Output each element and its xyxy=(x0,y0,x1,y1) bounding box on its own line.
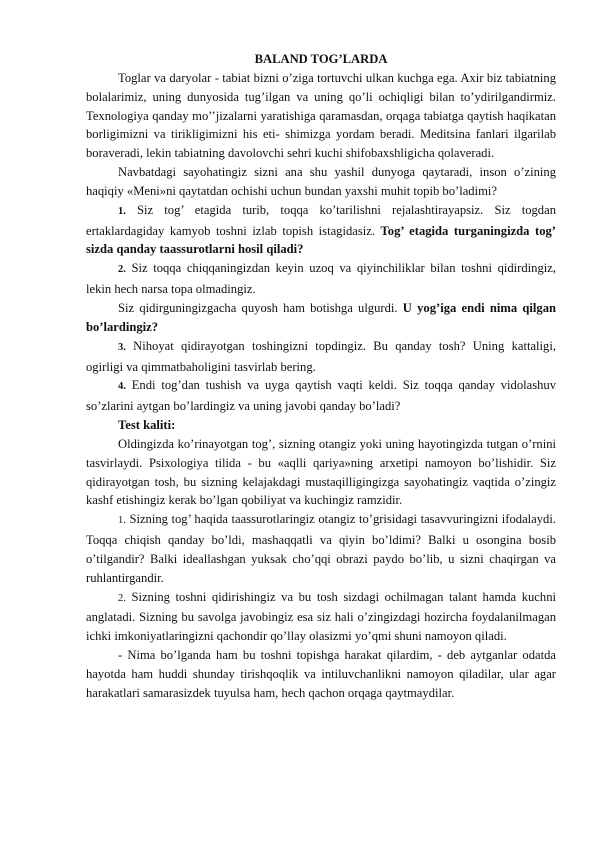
test-key-intro: Oldingizda ko’rinayotgan tog’, sizning otangiz yoki uning hayotingizda tutgan o’rnini tasvirlaydi. Psixologiya tilida - bu «aqlli qariya»ning arxetipi namoyon bo’lishidir. Siz qidirayotgan tosh, bu sizning kelajakdagi mustaqilligingizga sayohatingiz vaqtida o’zingiz kashf etishingiz kerak bo’lgan qobiliyat va kuchingiz ramzidir. xyxy=(86,436,556,508)
key-item-2-number: 2. xyxy=(118,592,126,604)
question-4-number: 4. xyxy=(118,381,126,393)
intro-paragraph-1: Toglar va daryolar - tabiat bizni o’ziga tortuvchi ulkan kuchga ega. Axir biz tabiatning bolalarimiz, uning dunyosida tug’ilgan va uning qo’li ochiqligi bilan to’ydirilgandirmiz. Texnologiya qanday mo’’jizalarni yaratishiga qaramasdan, orqaga tabiatga qaytish haqikatan borligimizni va tirikligimizni his eti- shimizga yordam beradi. Meditsina fanlari ilgarilab boraveradi, lekin tabiatning davolovchi sehri kuchi shifobaxshligicha qolaveradi. xyxy=(86,70,556,161)
question-2 xyxy=(86,259,556,299)
key-item-1 xyxy=(86,510,556,587)
question-1-text: Siz tog’ etagida turib, toqqa ko’tarilishni rejalashtirayapsiz. Siz togdan ertaklardagiday kamyob toshni izlab topish istagidasiz. xyxy=(86,202,556,238)
key-item-2-followup: - Nima bo’lganda ham bu toshni topishga harakat qilardim, - deb aytganlar odatda hayotda ham huddi shunday tirishqoqlik va intiluvchanlikni namoyon qiladilar, ular agar harakatlari samarasizdek tuyulsa ham, hech qachon orqaga qaytmaydilar. xyxy=(86,648,556,700)
question-3 xyxy=(86,337,556,377)
question-4-text: Endi tog’dan tushish va uyga qaytish vaqti keldi. Siz toqqa qanday vidolashuv so’zlarini aytgan bo’lardingiz va uning javobi qanday bo’ladi? xyxy=(86,378,556,414)
question-4 xyxy=(86,376,556,416)
key-item-2-text: Sizning toshni qidirishingiz va bu tosh sizdagi ochilmagan talant hamda kuchni anglatadi. Sizning bu savolga javobingiz esa siz hali o’zingizdagi hozircha foydalanilmagan ichki imkoniyatlaringizni qachondir qo’llay olasizmi yo’qmi shuni namoyon qiladi. xyxy=(86,589,556,644)
question-3-text: Nihoyat qidirayotgan toshingizni topdingiz. Bu qanday tosh? Uning kattaligi, ogirligi va qimmatbaholigini tasvirlab bering. xyxy=(86,338,556,374)
question-2-followup-text: Siz qidirguningizgacha quyosh ham botishga ulgurdi. xyxy=(118,300,403,315)
test-key-title: Test kaliti: xyxy=(118,418,176,433)
question-1 xyxy=(86,201,556,260)
question-2-followup xyxy=(86,299,556,337)
document-title: BALAND TOG’LARDA xyxy=(254,52,388,66)
key-item-2 xyxy=(86,588,556,647)
key-item-1-number: 1. xyxy=(118,515,126,527)
intro-paragraph-2: Navbatdagi sayohatingiz sizni ana shu yashil dunyoga qaytaradi, inson o’zining haqiqiy «Meni»ni qaytatdan ochishi uchun bundan yaxshi muhit topib bo’ladimi? xyxy=(86,165,556,198)
question-2-text: Siz toqqa chiqqaningizdan keyin uzoq va qiyinchiliklar bilan toshni qidirdingiz, lekin hech narsa topa olmadingiz. xyxy=(86,261,556,297)
test-key-heading xyxy=(86,416,556,435)
key-item-1-text: Sizning tog’ haqida taassurotlaringiz otangiz to’grisidagi tasavvuringizni ifodalaydi. Toqqa chiqish qanday bo’ldi, mashaqqatli va qiyin bo’ldimi? Balki u osongina bosib o’tilgandir? Balki ideallashgan yuksak cho’qqi obrazi paydo bo’lib, u sizni chaqirgan va ruhlantirgandir. xyxy=(86,512,556,585)
question-2-number: 2. xyxy=(118,264,126,276)
question-1-number: 1. xyxy=(118,205,126,217)
question-2-followup-bold: U yog’iga endi nima qilgan bo’lardingiz? xyxy=(86,300,557,334)
question-1-bold: Tog’ etagida turganingizda tog’ sizda qanday taassurotlarni hosil qiladi? xyxy=(86,223,556,257)
question-3-number: 3. xyxy=(118,341,126,353)
